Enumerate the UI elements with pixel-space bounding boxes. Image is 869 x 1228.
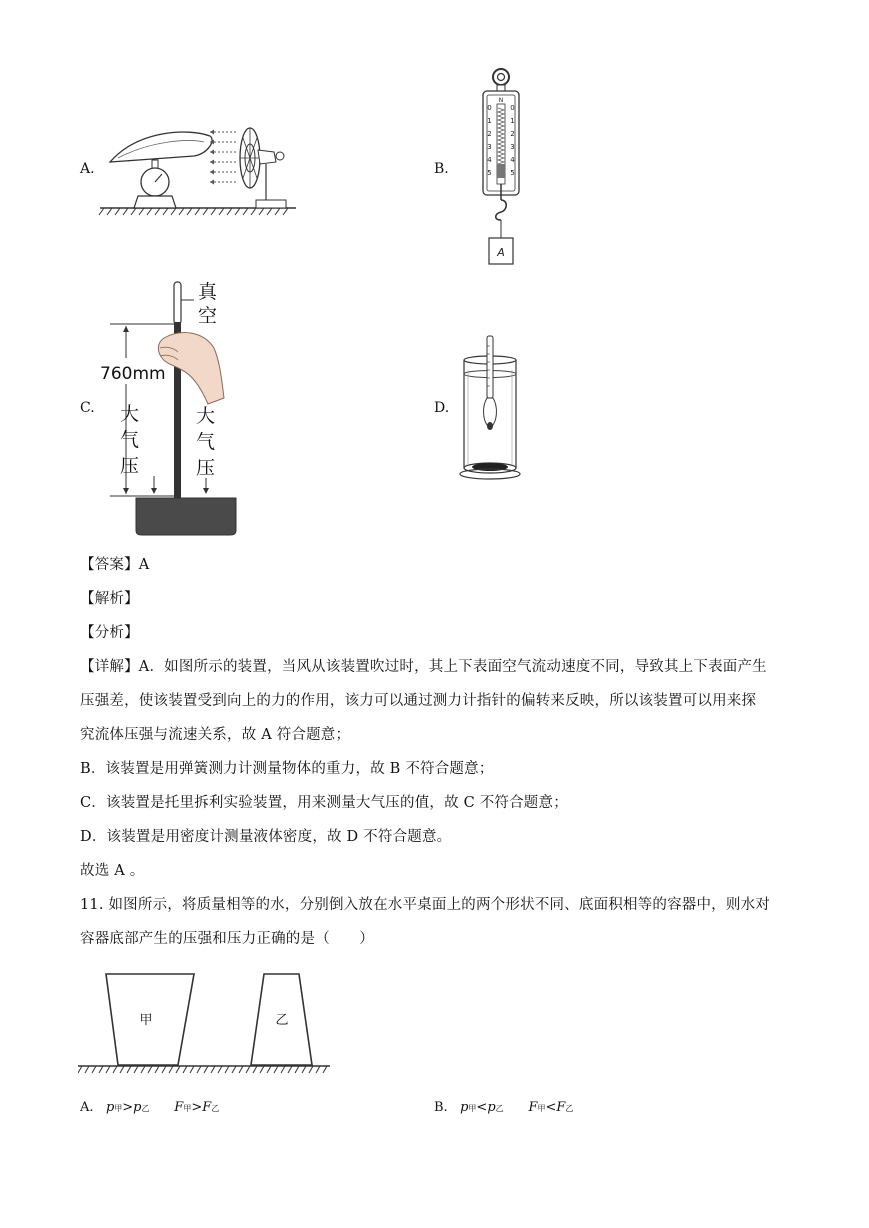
detail-d-line: D．该装置是用密度计测量液体密度，故 D 不符合题意。 xyxy=(80,829,452,845)
figure-c-torricelli xyxy=(98,278,243,540)
option-a-label: A. xyxy=(80,161,95,177)
relation: > xyxy=(122,1100,134,1115)
detail-c-line: C．该装置是托里拆利实验装置，用来测量大气压的值，故 C 不符合题意； xyxy=(80,795,568,811)
left-atm-2: 气 xyxy=(120,429,140,451)
subscript-jia: 甲 xyxy=(468,1104,477,1113)
right-atm-3: 压 xyxy=(196,457,216,479)
spring-scale-unit: N xyxy=(498,97,504,104)
vacuum-label-1: 真 xyxy=(198,281,218,303)
subscript-yi: 乙 xyxy=(211,1104,220,1113)
subscript-yi: 乙 xyxy=(141,1104,150,1113)
subscript-yi: 乙 xyxy=(495,1104,504,1113)
tick-left: 4 xyxy=(487,156,492,164)
right-atm-2: 气 xyxy=(196,431,216,453)
right-atm-1: 大 xyxy=(196,405,216,427)
relation: < xyxy=(476,1100,488,1115)
q11-option-b-label: B. xyxy=(434,1100,448,1115)
weight-label: A xyxy=(497,246,505,259)
relation: > xyxy=(191,1100,203,1115)
conclusion-line: 故选 A 。 xyxy=(80,863,145,879)
symbol-f: F xyxy=(174,1100,184,1115)
option-d-label: D. xyxy=(434,400,450,416)
symbol-p: p xyxy=(487,1100,496,1115)
answer-line: 【答案】A xyxy=(80,557,150,573)
vacuum-label-2: 空 xyxy=(198,305,218,327)
relation: < xyxy=(545,1100,557,1115)
analysis-heading: 【解析】 xyxy=(80,591,139,607)
tick-right: 2 xyxy=(510,130,515,138)
symbol-f: F xyxy=(528,1100,538,1115)
detail-line-3: 究流体压强与流速关系，故 A 符合题意； xyxy=(80,727,351,743)
tick-right: 4 xyxy=(510,156,515,164)
figure-b-spring-scale xyxy=(478,66,524,271)
height-label: 760mm xyxy=(100,364,166,384)
symbol-p: p xyxy=(133,1100,142,1115)
tick-right: 5 xyxy=(510,169,515,177)
subscript-jia: 甲 xyxy=(114,1104,123,1113)
tick-left: 1 xyxy=(487,117,492,125)
subscript-yi: 乙 xyxy=(565,1104,574,1113)
q11-option-a-label: A. xyxy=(80,1100,94,1115)
detail-line-2: 压强差，使该装置受到向上的力的作用，该力可以通过测力计指针的偏转来反映，所以该装置可以用来探 xyxy=(80,693,757,709)
question-11-line-1: 11. 如图所示，将质量相等的水，分别倒入放在水平桌面上的两个形状不同、底面积相等的容器中，则水对 xyxy=(80,897,770,913)
left-atm-1: 大 xyxy=(120,403,140,425)
tick-left: 5 xyxy=(487,169,492,177)
question-11-line-2: 容器底部产生的压强和压力正确的是（ ） xyxy=(80,931,374,947)
detail-b-line: B．该装置是用弹簧测力计测量物体的重力，故 B 不符合题意； xyxy=(80,761,494,777)
container-jia-label: 甲 xyxy=(139,1013,153,1028)
container-yi-label: 乙 xyxy=(275,1013,289,1028)
option-b-label: B. xyxy=(434,161,449,177)
option-c-label: C. xyxy=(80,400,95,416)
tick-left: 0 xyxy=(487,104,492,112)
left-atm-3: 压 xyxy=(120,455,140,477)
figure-a-airfoil-scale xyxy=(98,120,298,218)
tick-left: 3 xyxy=(487,143,492,151)
subscript-jia: 甲 xyxy=(183,1104,192,1113)
detail-line-1: 【详解】A．如图所示的装置，当风从该装置吹过时，其上下表面空气流动速度不同，导致其上下表面产生 xyxy=(80,659,767,675)
symbol-p: p xyxy=(460,1100,469,1115)
symbol-f: F xyxy=(556,1100,566,1115)
fenxi-heading: 【分析】 xyxy=(80,625,139,641)
tick-right: 1 xyxy=(510,117,515,125)
figure-q11-containers xyxy=(78,966,334,1080)
subscript-jia: 甲 xyxy=(537,1104,546,1113)
q11-option-a xyxy=(80,1100,219,1115)
symbol-f: F xyxy=(202,1100,212,1115)
tick-right: 3 xyxy=(510,143,515,151)
figure-d-hydrometer xyxy=(458,334,522,484)
tick-right: 0 xyxy=(510,104,515,112)
q11-option-b xyxy=(434,1100,573,1115)
tick-left: 2 xyxy=(487,130,492,138)
symbol-p: p xyxy=(105,1100,115,1115)
